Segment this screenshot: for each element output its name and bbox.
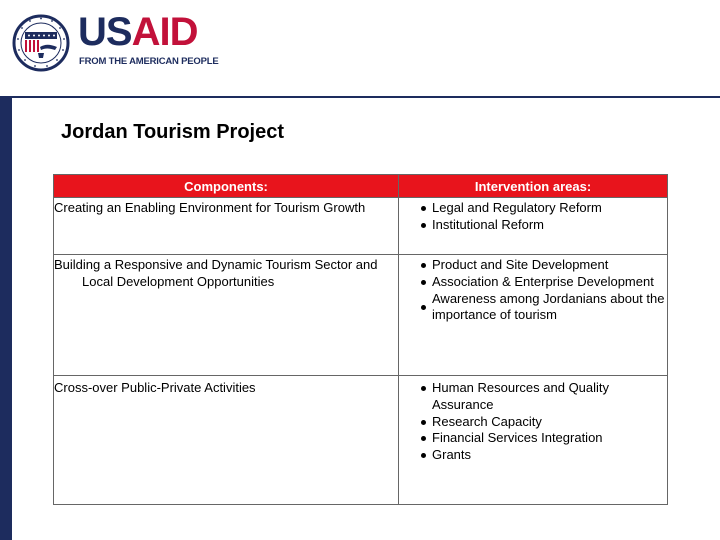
usaid-wordmark xyxy=(78,8,197,56)
areas-list xyxy=(399,200,667,234)
header-intervention-areas: Intervention areas: xyxy=(399,175,668,198)
component-cell xyxy=(54,255,399,376)
bullet-icon xyxy=(421,223,426,228)
area-text: Product and Site Development xyxy=(432,257,609,272)
area-text: Research Capacity xyxy=(432,413,542,429)
list-item xyxy=(399,274,667,291)
bullet-icon xyxy=(421,280,426,285)
list-item xyxy=(399,217,667,234)
areas-list xyxy=(399,380,667,464)
bullet-icon xyxy=(421,305,426,310)
component-cell xyxy=(54,376,399,505)
usaid-seal-icon xyxy=(12,14,70,72)
header-divider xyxy=(12,96,720,98)
list-item xyxy=(399,291,667,325)
usaid-logo xyxy=(12,10,219,74)
wordmark-us: US xyxy=(78,10,132,54)
component-text: Creating an Enabling Environment for Tourism Growth xyxy=(54,200,366,215)
areas-cell xyxy=(399,198,668,255)
area-text: Awareness among Jordanians about the importance of tourism xyxy=(432,290,665,323)
area-text: Legal and Regulatory Reform xyxy=(432,200,602,215)
table-row xyxy=(54,376,668,505)
components-table xyxy=(53,174,668,505)
bullet-icon xyxy=(421,453,426,458)
bullet-icon xyxy=(421,386,426,391)
areas-cell xyxy=(399,376,668,505)
area-text: Institutional Reform xyxy=(432,216,544,232)
component-cell xyxy=(54,198,399,255)
component-text: Building a Responsive and Dynamic Tourism Sector and Local Development Opportunities xyxy=(54,257,378,289)
area-text: Grants xyxy=(432,447,472,463)
list-item xyxy=(399,380,667,414)
bullet-icon xyxy=(421,263,426,268)
area-text: Financial Services Integration xyxy=(432,430,603,446)
list-item xyxy=(399,447,667,464)
bullet-icon xyxy=(421,436,426,441)
header-components: Components: xyxy=(54,175,399,198)
component-text: Cross-over Public-Private Activities xyxy=(54,380,256,395)
page-title: Jordan Tourism Project xyxy=(61,121,285,143)
bullet-icon xyxy=(421,206,426,211)
areas-cell xyxy=(399,255,668,376)
area-text: Association & Enterprise Development xyxy=(432,273,654,289)
list-item xyxy=(399,257,667,274)
bullet-icon xyxy=(421,420,426,425)
area-text: Human Resources and Quality Assurance xyxy=(432,380,610,412)
list-item xyxy=(399,200,667,217)
list-item xyxy=(399,414,667,431)
table-row xyxy=(54,198,668,255)
table-header-row xyxy=(54,175,668,198)
table-row xyxy=(54,255,668,376)
logo-tagline: FROM THE AMERICAN PEOPLE xyxy=(79,56,219,67)
list-item xyxy=(399,430,667,447)
left-accent-bar xyxy=(0,96,12,540)
areas-list xyxy=(399,257,667,324)
wordmark-aid: AID xyxy=(131,10,198,54)
